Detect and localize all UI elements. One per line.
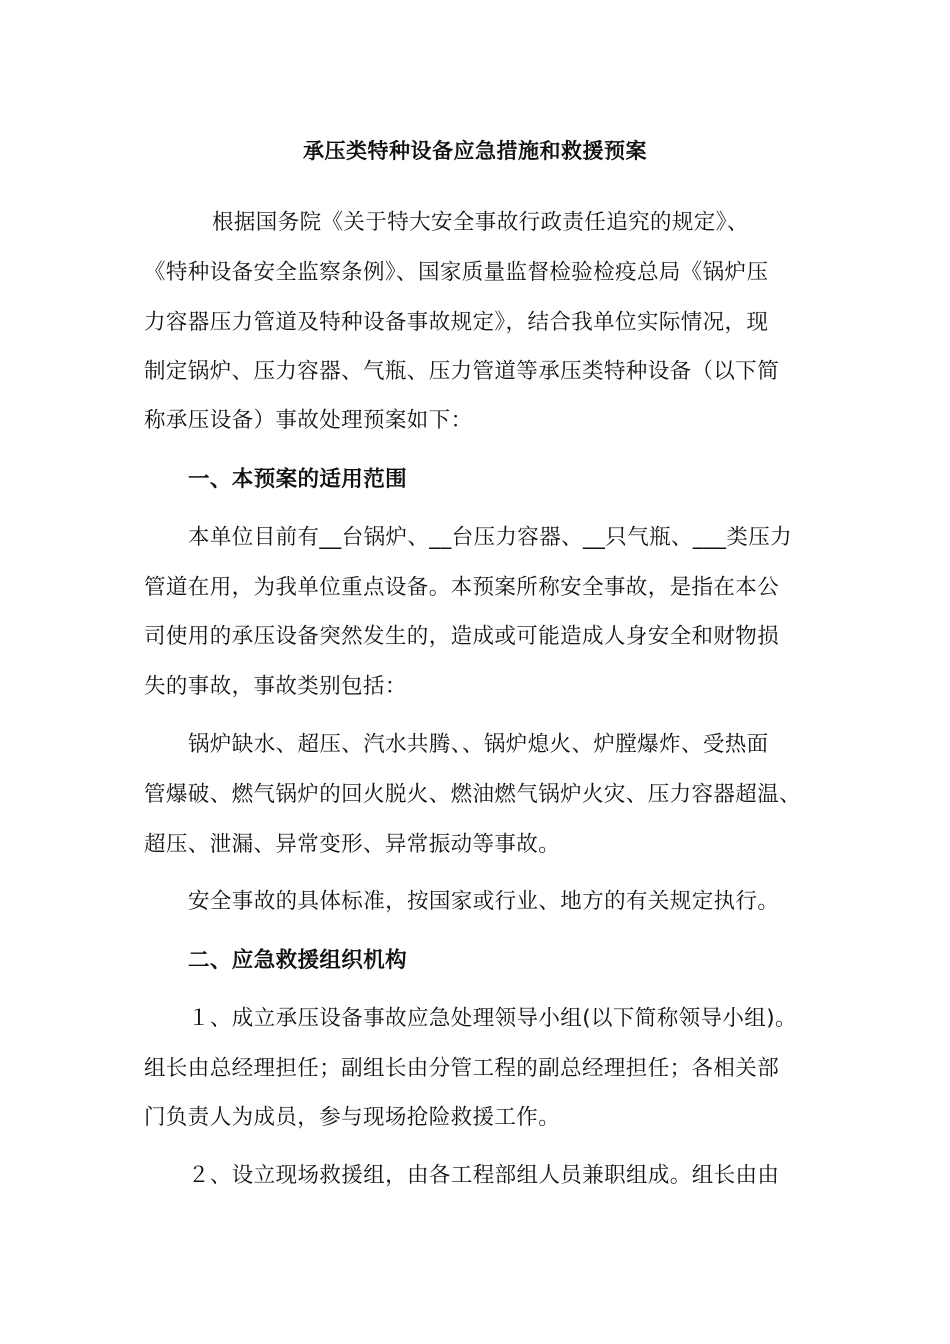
intro-line: 力容器压力管道及特种设备事故规定》，结合我单位实际情况，现 xyxy=(144,310,769,335)
organization-item-line: 门负责人为成员，参与现场抢险救援工作。 xyxy=(144,1105,561,1130)
organization-item-line: １、成立承压设备事故应急处理领导小组(以下简称领导小组)。 xyxy=(188,1006,797,1031)
scope-paragraph-line: 司使用的承压设备突然发生的，造成或可能造成人身安全和财物损 xyxy=(144,624,780,649)
section-heading-organization: 二、应急救援组织机构 xyxy=(188,948,408,973)
standards-line: 安全事故的具体标准，按国家或行业、地方的有关规定执行。 xyxy=(188,889,780,914)
scope-paragraph-line: 失的事故，事故类别包括： xyxy=(144,674,407,699)
intro-line: 《特种设备安全监察条例》、国家质量监督检验检疫总局《锅炉压 xyxy=(144,260,769,285)
scope-paragraph-line: 本单位目前有__台锅炉、__台压力容器、__只气瓶、___类压力 xyxy=(188,525,793,550)
scope-paragraph-line: 管道在用，为我单位重点设备。本预案所称安全事故，是指在本公 xyxy=(144,575,780,600)
section-heading-scope: 一、本预案的适用范围 xyxy=(188,467,408,492)
intro-line: 制定锅炉、压力容器、气瓶、压力管道等承压类特种设备（以下简 xyxy=(144,359,780,384)
organization-item-line: ２、设立现场救援组，由各工程部组人员兼职组成。组长由由 xyxy=(188,1163,780,1188)
intro-line: 根据国务院《关于特大安全事故行政责任追究的规定》、 xyxy=(212,210,749,235)
accident-types-line: 管爆破、燃气锅炉的回火脱火、燃油燃气锅炉火灾、压力容器超温、 xyxy=(144,782,802,807)
document-title: 承压类特种设备应急措施和救援预案 xyxy=(303,139,647,163)
organization-item-line: 组长由总经理担任；副组长由分管工程的副总经理担任；各相关部 xyxy=(144,1056,780,1081)
accident-types-line: 超压、泄漏、异常变形、异常振动等事故。 xyxy=(144,832,561,857)
intro-line: 称承压设备）事故处理预案如下： xyxy=(144,408,473,433)
accident-types-line: 锅炉缺水、超压、汽水共腾、、锅炉熄火、炉膛爆炸、受热面 xyxy=(188,732,769,757)
